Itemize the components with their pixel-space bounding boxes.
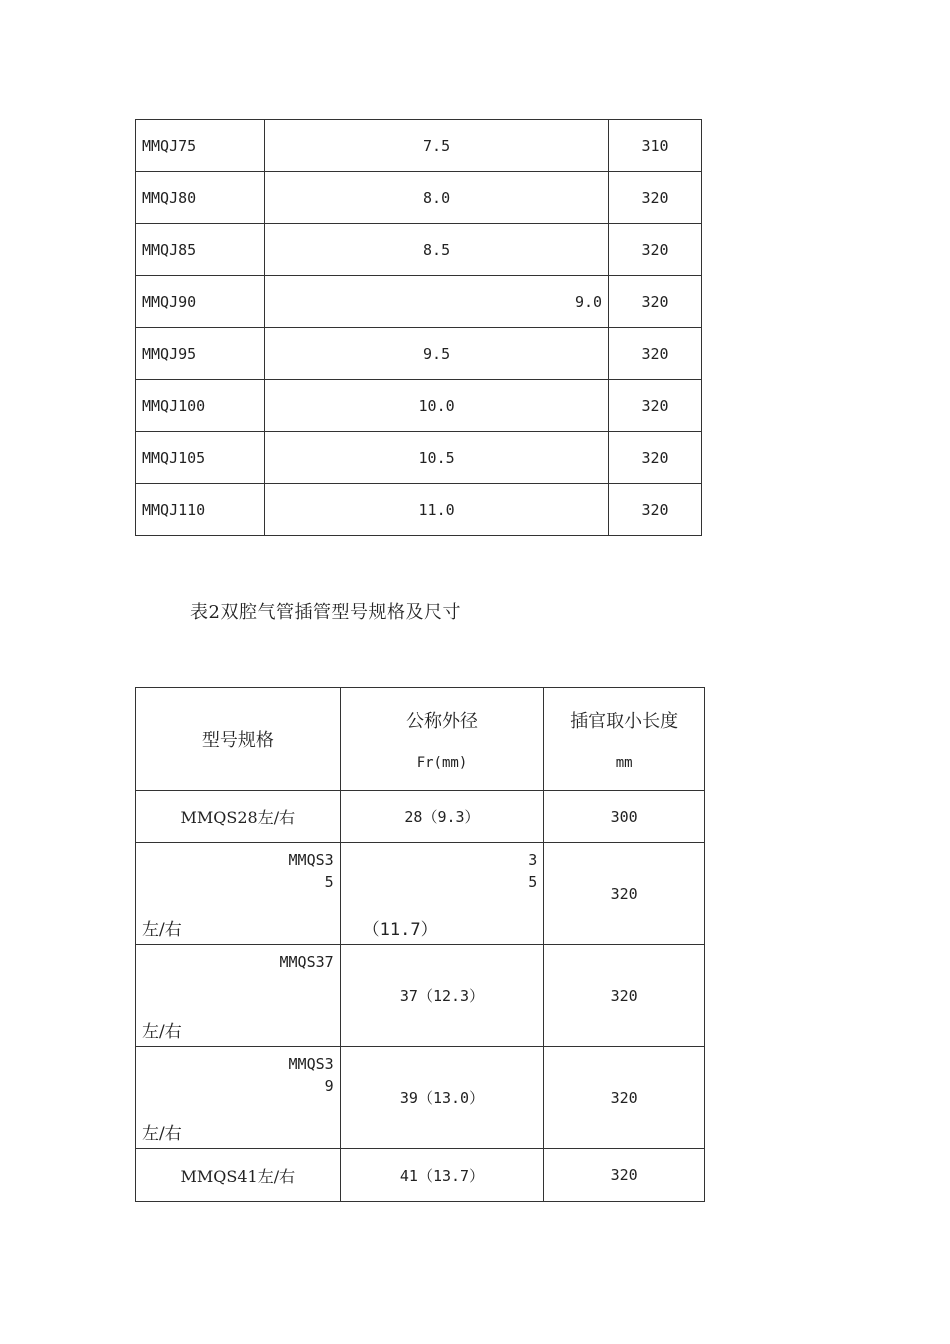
model-cell: MMQJ85 (136, 224, 265, 276)
length-cell: 320 (609, 276, 702, 328)
size-mm: （11.7） (362, 920, 438, 940)
model-cell (136, 843, 341, 945)
table-row (136, 1149, 705, 1202)
model-cell: MMQJ90 (136, 276, 265, 328)
tube-spec-table-1 (135, 119, 702, 536)
table-caption: 表2双腔气管插管型号规格及尺寸 (190, 602, 461, 623)
length-cell: 320 (544, 1047, 705, 1149)
model-cell: MMQJ100 (136, 380, 265, 432)
table-row (136, 276, 702, 328)
table-row (136, 172, 702, 224)
table-row (136, 432, 702, 484)
side-label: 左/右 (142, 920, 182, 940)
model-code: MMQS37 (279, 953, 334, 971)
length-cell: 320 (609, 380, 702, 432)
size-cell (340, 843, 544, 945)
length-cell: 320 (544, 1149, 705, 1202)
table-row (136, 1047, 705, 1149)
table-row (136, 843, 705, 945)
side-label: 左/右 (142, 1124, 182, 1144)
table-row (136, 120, 702, 172)
side-label: 左/右 (142, 1022, 182, 1042)
table-header-row (136, 688, 705, 791)
model-cell: MMQJ75 (136, 120, 265, 172)
table-row (136, 380, 702, 432)
header-length-unit: mm (615, 755, 633, 771)
size-cell: 41（13.7） (340, 1149, 544, 1202)
size-cell: 10.0 (265, 380, 609, 432)
length-cell: 320 (544, 843, 705, 945)
size-cell: 11.0 (265, 484, 609, 536)
length-cell: 300 (544, 791, 705, 843)
size-value: 35 (528, 851, 538, 891)
header-diameter-unit: Fr(mm) (416, 755, 468, 771)
header-diameter-cell (340, 688, 544, 791)
size-cell: 8.5 (265, 224, 609, 276)
table-row (136, 224, 702, 276)
double-lumen-tube-spec-table (135, 687, 705, 1202)
model-cell: MMQS41左/右 (136, 1149, 341, 1202)
header-model-cell (136, 688, 341, 791)
model-code: MMQS35 (288, 851, 334, 891)
header-length-cell (544, 688, 705, 791)
length-cell: 320 (609, 224, 702, 276)
length-cell: 310 (609, 120, 702, 172)
size-cell: 10.5 (265, 432, 609, 484)
model-code: MMQS39 (288, 1055, 334, 1095)
table-row (136, 791, 705, 843)
model-cell (136, 945, 341, 1047)
length-cell: 320 (544, 945, 705, 1047)
length-cell: 320 (609, 432, 702, 484)
size-cell: 39（13.0） (340, 1047, 544, 1149)
model-cell: MMQJ105 (136, 432, 265, 484)
length-cell: 320 (609, 484, 702, 536)
size-cell: 8.0 (265, 172, 609, 224)
header-diameter-label: 公称外径 (405, 711, 478, 732)
model-cell (136, 1047, 341, 1149)
size-cell: 37（12.3） (340, 945, 544, 1047)
size-cell: 9.5 (265, 328, 609, 380)
model-cell: MMQJ80 (136, 172, 265, 224)
length-cell: 320 (609, 328, 702, 380)
table-row (136, 945, 705, 1047)
header-model-label: 型号规格 (201, 730, 274, 751)
header-length-label: 插官取小长度 (570, 711, 679, 732)
length-cell: 320 (609, 172, 702, 224)
model-cell: MMQJ110 (136, 484, 265, 536)
size-cell: 28（9.3） (340, 791, 544, 843)
table-row (136, 484, 702, 536)
size-cell: 7.5 (265, 120, 609, 172)
model-cell: MMQJ95 (136, 328, 265, 380)
size-cell: 9.0 (265, 276, 609, 328)
model-cell: MMQS28左/右 (136, 791, 341, 843)
table-row (136, 328, 702, 380)
